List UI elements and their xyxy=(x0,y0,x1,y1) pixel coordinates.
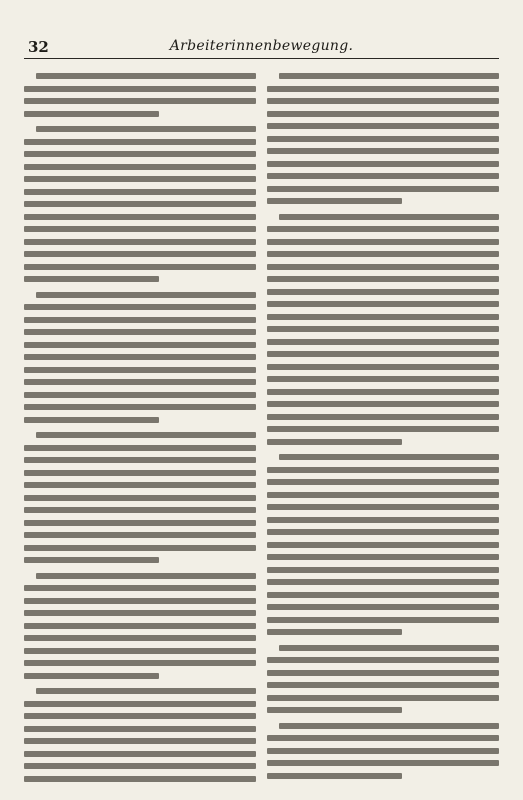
text-line xyxy=(24,570,256,583)
text-line xyxy=(267,601,499,614)
text-line xyxy=(267,576,499,589)
text-line xyxy=(24,123,256,136)
text-line xyxy=(24,492,256,505)
text-line xyxy=(24,289,256,302)
text-line xyxy=(24,198,256,211)
text-line xyxy=(267,261,499,274)
text-line xyxy=(267,108,499,121)
text-line xyxy=(267,551,499,564)
text-line xyxy=(24,148,256,161)
text-line xyxy=(24,339,256,352)
text-line xyxy=(267,248,499,261)
text-line xyxy=(267,564,499,577)
text-line xyxy=(24,632,256,645)
paragraph xyxy=(267,720,499,783)
text-line xyxy=(267,323,499,336)
text-line xyxy=(267,526,499,539)
text-line xyxy=(267,398,499,411)
text-line xyxy=(24,351,256,364)
text-line xyxy=(267,589,499,602)
text-line xyxy=(24,517,256,530)
text-line xyxy=(24,479,256,492)
text-line xyxy=(24,389,256,402)
text-line xyxy=(267,348,499,361)
text-line xyxy=(24,554,256,567)
text-line xyxy=(24,607,256,620)
text-line xyxy=(24,504,256,517)
text-line xyxy=(24,364,256,377)
text-line xyxy=(267,654,499,667)
paragraph xyxy=(24,685,256,782)
text-line xyxy=(24,429,256,442)
text-line xyxy=(24,595,256,608)
paragraph xyxy=(267,211,499,449)
paragraph xyxy=(24,289,256,427)
text-line xyxy=(267,120,499,133)
text-line xyxy=(267,361,499,374)
text-line xyxy=(267,273,499,286)
text-line xyxy=(24,108,256,121)
text-line xyxy=(24,376,256,389)
text-line xyxy=(24,645,256,658)
text-line xyxy=(267,411,499,424)
text-line xyxy=(267,83,499,96)
text-line xyxy=(267,476,499,489)
text-line xyxy=(267,436,499,449)
text-line xyxy=(24,248,256,261)
text-line xyxy=(267,133,499,146)
text-line xyxy=(267,514,499,527)
text-line xyxy=(24,685,256,698)
text-line xyxy=(24,186,256,199)
paragraph xyxy=(24,570,256,683)
text-line xyxy=(267,298,499,311)
text-line xyxy=(267,732,499,745)
paragraph xyxy=(267,451,499,639)
text-line xyxy=(24,314,256,327)
text-line xyxy=(24,670,256,683)
text-line xyxy=(267,211,499,224)
text-line xyxy=(267,423,499,436)
text-line xyxy=(24,657,256,670)
text-line xyxy=(267,183,499,196)
paragraph xyxy=(267,70,499,208)
text-line xyxy=(267,236,499,249)
page-header xyxy=(24,38,499,59)
page-number: 32 xyxy=(28,38,49,56)
text-line xyxy=(267,614,499,627)
text-line xyxy=(267,170,499,183)
text-line xyxy=(24,273,256,286)
text-line xyxy=(24,161,256,174)
text-line xyxy=(24,211,256,224)
text-line xyxy=(267,679,499,692)
text-line xyxy=(24,735,256,748)
text-line xyxy=(267,336,499,349)
paragraph xyxy=(24,429,256,567)
text-line xyxy=(267,386,499,399)
text-line xyxy=(267,70,499,83)
text-line xyxy=(24,582,256,595)
text-line xyxy=(24,773,256,783)
text-line xyxy=(267,158,499,171)
text-line xyxy=(267,489,499,502)
text-line xyxy=(267,757,499,770)
text-line xyxy=(24,236,256,249)
text-line xyxy=(24,454,256,467)
text-line xyxy=(267,720,499,733)
text-line xyxy=(267,451,499,464)
text-line xyxy=(24,173,256,186)
paragraph xyxy=(267,642,499,717)
text-line xyxy=(24,70,256,83)
text-line xyxy=(24,620,256,633)
text-line xyxy=(267,95,499,108)
text-line xyxy=(24,95,256,108)
text-line xyxy=(24,529,256,542)
text-line xyxy=(267,667,499,680)
text-line xyxy=(24,223,256,236)
text-line xyxy=(24,261,256,274)
text-line xyxy=(267,286,499,299)
left-column xyxy=(24,70,256,782)
text-line xyxy=(267,195,499,208)
text-line xyxy=(24,748,256,761)
text-line xyxy=(267,311,499,324)
running-title: Arbeiterinnenbewegung. xyxy=(169,38,354,54)
text-line xyxy=(24,301,256,314)
text-line xyxy=(24,710,256,723)
text-line xyxy=(24,698,256,711)
text-line xyxy=(267,692,499,705)
text-line xyxy=(24,326,256,339)
text-line xyxy=(267,642,499,655)
text-line xyxy=(24,760,256,773)
text-line xyxy=(267,745,499,758)
text-line xyxy=(267,223,499,236)
text-line xyxy=(267,145,499,158)
text-line xyxy=(24,542,256,555)
right-column xyxy=(267,70,499,782)
text-line xyxy=(267,704,499,717)
text-line xyxy=(267,626,499,639)
text-line xyxy=(267,464,499,477)
text-line xyxy=(24,467,256,480)
text-line xyxy=(24,136,256,149)
text-line xyxy=(267,373,499,386)
text-line xyxy=(267,770,499,783)
paragraph xyxy=(24,70,256,120)
text-line xyxy=(24,401,256,414)
paragraph xyxy=(24,123,256,286)
text-line xyxy=(24,442,256,455)
text-line xyxy=(24,414,256,427)
text-line xyxy=(24,83,256,96)
text-line xyxy=(267,539,499,552)
text-line xyxy=(24,723,256,736)
text-line xyxy=(267,501,499,514)
